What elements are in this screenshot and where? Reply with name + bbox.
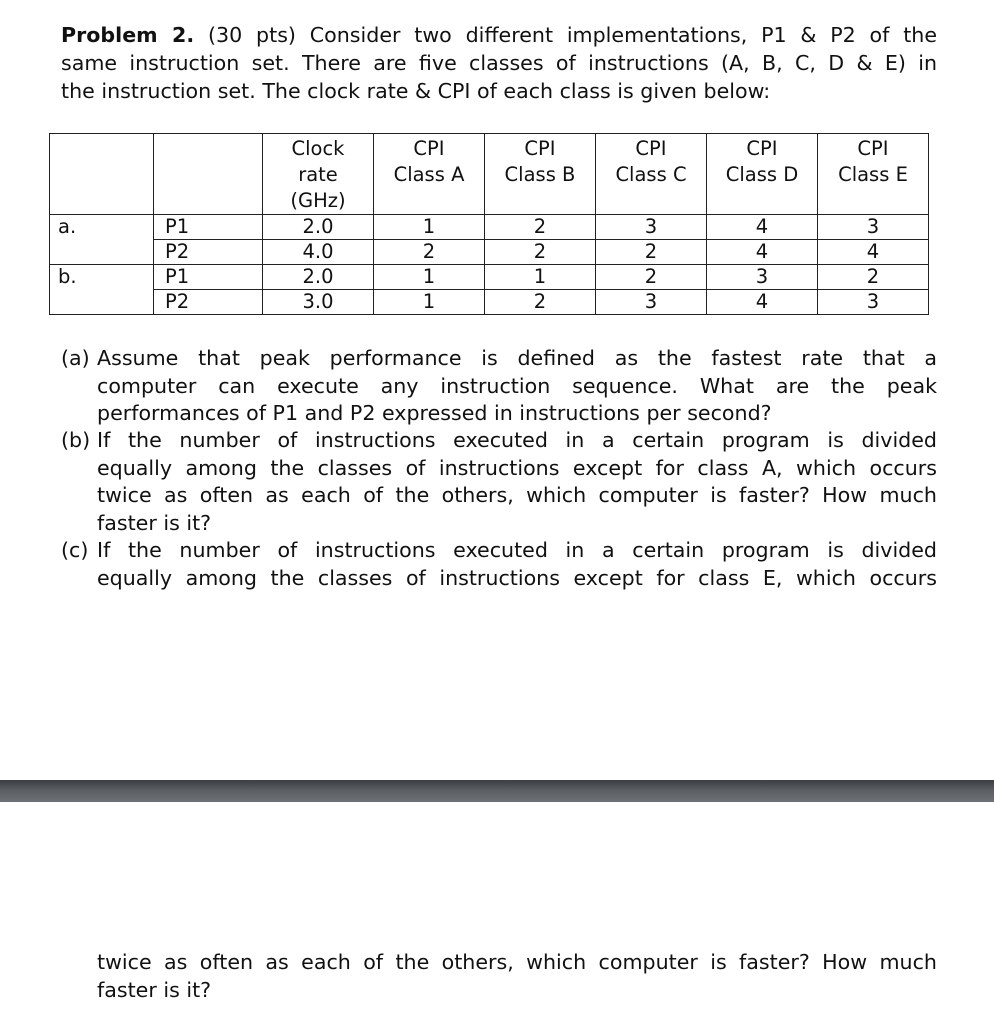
- cpi-d-cell: 3: [707, 265, 818, 290]
- question-b-line-3: twice as often as each of the others, which computer is faster? How much: [97, 483, 937, 507]
- cpi-c-cell: 3: [596, 215, 707, 240]
- cpi-d-cell: 4: [707, 240, 818, 265]
- processor-cell: P1: [154, 215, 263, 240]
- question-a-label: (a): [61, 346, 90, 370]
- cpi-e-cell: 3: [818, 290, 929, 315]
- cpi-e-cell: 4: [818, 240, 929, 265]
- cpi-e-cell: 2: [818, 265, 929, 290]
- cpi-b-cell: 2: [485, 215, 596, 240]
- question-a: [61, 345, 937, 428]
- header-cell-cpi-d: CPI Class D: [707, 134, 818, 215]
- cpi-c-cell: 2: [596, 240, 707, 265]
- header-cell-empty-2: [154, 134, 263, 215]
- problem-statement: [61, 21, 937, 105]
- processor-cell: P1: [154, 265, 263, 290]
- continuation-line-2: faster is it?: [97, 978, 212, 1002]
- cpi-d-cell: 4: [707, 290, 818, 315]
- problem-heading: Problem 2.: [61, 23, 195, 47]
- question-b-line-1: If the number of instructions executed in a certain program is divided: [97, 428, 937, 452]
- question-b-line-4: faster is it?: [97, 510, 212, 535]
- processor-cell: P2: [154, 240, 263, 265]
- table-row: [50, 215, 929, 240]
- cpi-e-cell: 3: [818, 215, 929, 240]
- cpi-a-cell: 1: [374, 265, 485, 290]
- clock-rate-cell: 2.0: [263, 215, 374, 240]
- question-a-line-3: performances of P1 and P2 expressed in instructions per second?: [97, 401, 772, 425]
- cpi-table: [49, 133, 929, 315]
- table-header-row: [50, 134, 929, 215]
- header-cell-cpi-a: CPI Class A: [374, 134, 485, 215]
- row-group-label-b: b.: [50, 265, 154, 315]
- question-c-line-2: equally among the classes of instructions except for class E, which occurs: [97, 565, 937, 590]
- page-divider: [0, 780, 994, 802]
- processor-cell: P2: [154, 290, 263, 315]
- clock-rate-cell: 4.0: [263, 240, 374, 265]
- cpi-d-cell: 4: [707, 215, 818, 240]
- question-c: [61, 537, 937, 592]
- cpi-b-cell: 2: [485, 290, 596, 315]
- row-group-label-a: a.: [50, 215, 154, 265]
- question-b-label: (b): [61, 428, 91, 452]
- clock-rate-cell: 3.0: [263, 290, 374, 315]
- header-cell-clock-rate: Clock rate (GHz): [263, 134, 374, 215]
- question-b-line-2: equally among the classes of instructions except for class A, which occurs: [97, 455, 937, 480]
- cpi-a-cell: 1: [374, 215, 485, 240]
- question-a-line-1: Assume that peak performance is defined as the fastest rate that a: [97, 346, 937, 370]
- header-cell-cpi-c: CPI Class C: [596, 134, 707, 215]
- question-c-continuation: [97, 948, 937, 1004]
- problem-line-1: (30 pts) Consider two different implementations, P1 & P2 of the: [208, 23, 938, 47]
- problem-line-2: same instruction set. There are five classes of instructions (A, B, C, D & E) in: [61, 51, 937, 75]
- cpi-a-cell: 2: [374, 240, 485, 265]
- question-c-line-1: If the number of instructions executed in a certain program is divided: [97, 538, 937, 562]
- cpi-c-cell: 2: [596, 265, 707, 290]
- clock-rate-cell: 2.0: [263, 265, 374, 290]
- cpi-c-cell: 3: [596, 290, 707, 315]
- header-cell-cpi-e: CPI Class E: [818, 134, 929, 215]
- question-a-line-2: computer can execute any instruction sequence. What are the peak: [97, 373, 937, 398]
- question-c-label: (c): [61, 538, 89, 562]
- cpi-b-cell: 2: [485, 240, 596, 265]
- cpi-b-cell: 1: [485, 265, 596, 290]
- problem-line-3: the instruction set. The clock rate & CPI of each class is given below:: [61, 79, 771, 103]
- table-row: [50, 265, 929, 290]
- header-cell-cpi-b: CPI Class B: [485, 134, 596, 215]
- continuation-line-1: twice as often as each of the others, which computer is faster? How much: [97, 950, 937, 974]
- header-cell-empty-1: [50, 134, 154, 215]
- question-b: [61, 427, 937, 537]
- table-row: [50, 240, 929, 265]
- table-row: [50, 290, 929, 315]
- cpi-a-cell: 1: [374, 290, 485, 315]
